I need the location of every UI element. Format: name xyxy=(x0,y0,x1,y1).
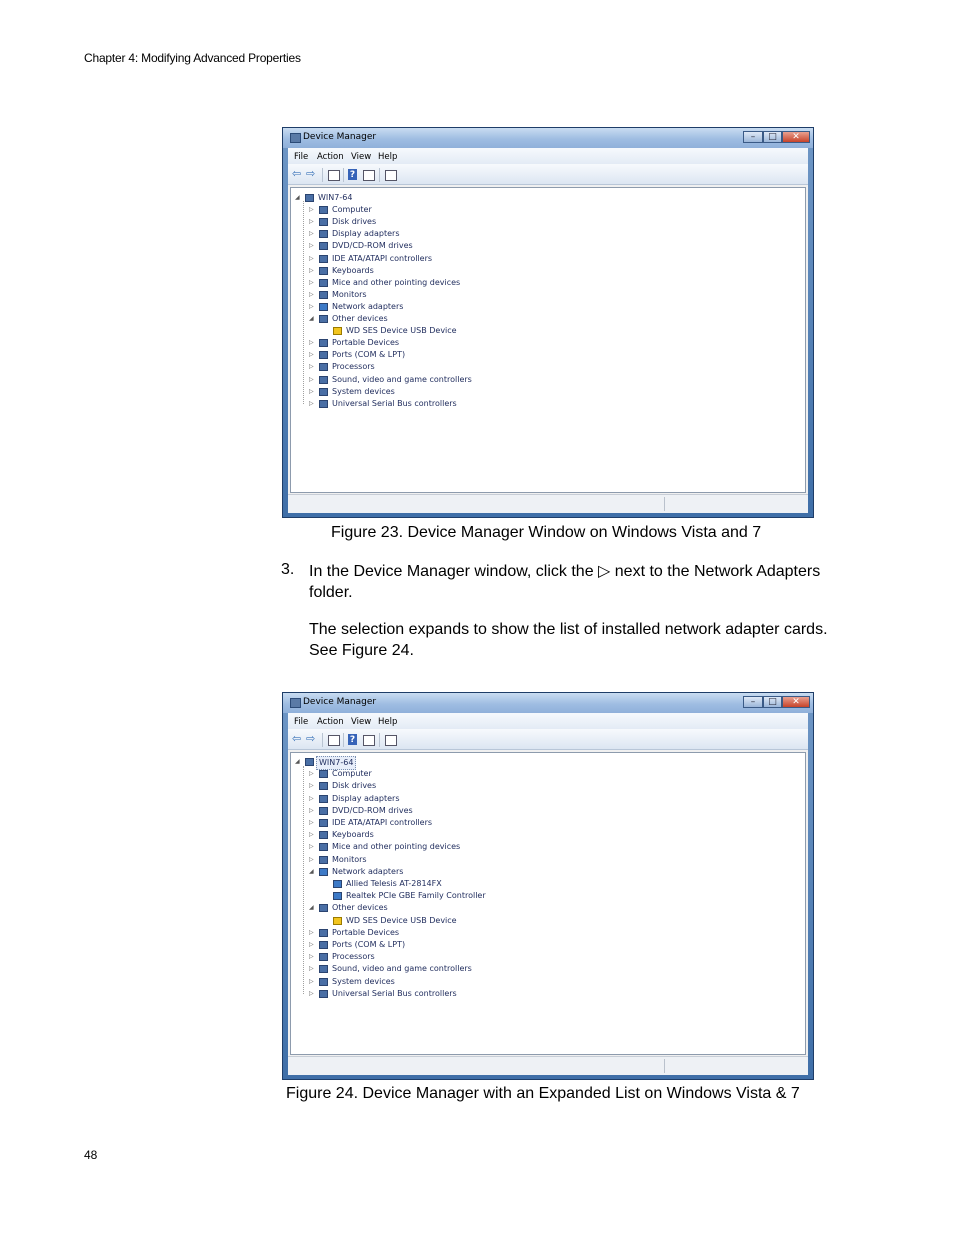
close-button[interactable]: ✕ xyxy=(782,696,810,708)
computer-icon xyxy=(319,770,328,778)
expand-arrow-icon[interactable]: ▷ xyxy=(309,770,314,778)
toolbar-separator xyxy=(379,733,380,747)
tree-item-label: Computer xyxy=(332,205,372,215)
tree-item-label: Disk drives xyxy=(332,217,377,227)
tree-item-label: WD SES Device USB Device xyxy=(346,915,457,925)
scan-hardware-icon[interactable] xyxy=(385,170,397,181)
back-arrow-icon[interactable]: ⇦ xyxy=(292,732,302,745)
portable-device-icon xyxy=(319,339,328,347)
expand-arrow-icon[interactable]: ▷ xyxy=(309,302,314,310)
expand-arrow-icon[interactable]: ▷ xyxy=(309,782,314,790)
menu-file[interactable]: File xyxy=(294,717,309,727)
device-tree-pane[interactable] xyxy=(290,187,806,493)
tree-item-label: Display adapters xyxy=(332,793,400,803)
menu-view[interactable]: View xyxy=(351,152,372,162)
menu-bar xyxy=(288,713,808,729)
tree-item-label: Other devices xyxy=(332,314,388,323)
network-adapter-icon xyxy=(333,892,342,900)
device-manager-app-icon xyxy=(290,698,301,708)
expand-arrow-icon[interactable]: ▷ xyxy=(309,254,314,262)
tree-item-label: Allied Telesis AT-2814FX xyxy=(346,879,442,888)
expand-arrow-icon[interactable]: ▷ xyxy=(309,953,314,961)
window-title: Device Manager xyxy=(303,132,377,142)
processor-icon xyxy=(319,953,328,961)
menu-help[interactable]: Help xyxy=(378,717,398,727)
back-arrow-icon[interactable]: ⇦ xyxy=(292,167,302,180)
tree-item-label: WD SES Device USB Device xyxy=(346,326,457,336)
expand-arrow-icon[interactable]: ▷ xyxy=(309,242,314,250)
figure-23-caption: Figure 23. Device Manager Window on Windows Vista and 7 xyxy=(331,524,762,541)
update-driver-icon[interactable] xyxy=(363,170,375,181)
tree-item-label: Sound, video and game controllers xyxy=(332,964,472,974)
network-adapter-icon xyxy=(319,303,328,311)
tree-item-label: Other devices xyxy=(332,903,388,913)
tree-item-label: Universal Serial Bus controllers xyxy=(332,988,457,998)
tree-item-label: WIN7-64 xyxy=(318,193,353,202)
tree-item-label: WIN7-64 xyxy=(316,756,356,770)
ide-controller-icon xyxy=(319,819,328,827)
properties-icon[interactable] xyxy=(328,735,340,746)
disk-drive-icon xyxy=(319,782,328,790)
close-button[interactable]: ✕ xyxy=(782,131,810,143)
computer-icon xyxy=(319,206,328,214)
page-number: 48 xyxy=(84,1148,98,1162)
tree-item-label: System devices xyxy=(332,386,395,396)
expand-arrow-icon[interactable]: ▷ xyxy=(309,843,314,851)
expand-arrow-icon[interactable]: ▷ xyxy=(309,339,314,347)
tree-item-label: Processors xyxy=(332,362,375,372)
maximize-button[interactable]: □ xyxy=(763,131,782,143)
tree-item-label: Computer xyxy=(332,769,372,779)
portable-device-icon xyxy=(319,929,328,937)
expand-arrow-icon[interactable]: ▷ xyxy=(309,230,314,238)
expand-arrow-icon[interactable]: ▷ xyxy=(309,977,314,985)
expand-arrow-icon[interactable]: ▷ xyxy=(309,806,314,814)
network-adapter-icon xyxy=(319,868,328,876)
device-manager-window-figure-23 xyxy=(282,127,814,518)
expand-arrow-icon[interactable]: ▷ xyxy=(309,363,314,371)
menu-help[interactable]: Help xyxy=(378,152,398,162)
monitor-icon xyxy=(319,291,328,299)
toolbar-separator xyxy=(322,733,323,747)
expand-arrow-icon[interactable]: ▷ xyxy=(309,351,314,359)
expand-arrow-icon[interactable]: ▷ xyxy=(309,206,314,214)
tree-item-label: Display adapters xyxy=(332,229,400,239)
tree-item-label: Ports (COM & LPT) xyxy=(332,940,406,949)
expand-arrow-icon[interactable]: ▷ xyxy=(309,831,314,839)
menu-action[interactable]: Action xyxy=(317,152,344,162)
dvd-drive-icon xyxy=(319,242,328,250)
usb-icon xyxy=(319,990,328,998)
mouse-icon xyxy=(319,279,328,287)
expand-arrow-icon[interactable]: ▷ xyxy=(309,819,314,826)
tree-item-label: Ports (COM & LPT) xyxy=(332,350,406,360)
expand-arrow-icon[interactable]: ▷ xyxy=(309,928,314,936)
status-bar xyxy=(288,494,808,513)
tree-item-label: Monitors xyxy=(332,854,367,864)
help-icon[interactable]: ? xyxy=(349,170,356,180)
properties-icon[interactable] xyxy=(328,170,340,181)
expand-arrow-icon[interactable]: ▷ xyxy=(309,965,314,973)
forward-arrow-icon[interactable]: ⇨ xyxy=(306,732,316,745)
port-icon xyxy=(319,941,328,949)
port-icon xyxy=(319,351,328,359)
menu-action[interactable]: Action xyxy=(317,717,344,727)
expand-arrow-icon[interactable]: ▷ xyxy=(309,290,314,298)
toolbar-separator xyxy=(379,168,380,182)
toolbar-separator xyxy=(343,733,344,747)
tree-item-label: Monitors xyxy=(332,289,367,299)
warning-device-icon xyxy=(333,917,342,925)
ide-controller-icon xyxy=(319,255,328,263)
tree-item-label: System devices xyxy=(332,976,395,986)
usb-icon xyxy=(319,400,328,408)
figure-24-caption: Figure 24. Device Manager with an Expanded List on Windows Vista & 7 xyxy=(286,1085,800,1102)
expand-arrow-icon[interactable]: ▷ xyxy=(309,399,314,407)
warning-device-icon xyxy=(333,327,342,335)
menu-view[interactable]: View xyxy=(351,717,372,727)
step-text: In the Device Manager window, click the ▷ next to the Network Adapters folder. xyxy=(309,563,821,601)
system-device-icon xyxy=(319,978,328,986)
expand-arrow-icon[interactable]: ▷ xyxy=(309,266,314,274)
toolbar-separator xyxy=(322,168,323,182)
sound-icon xyxy=(319,965,328,973)
minimize-button[interactable]: – xyxy=(743,696,763,708)
step-number: 3. xyxy=(281,561,295,578)
sound-icon xyxy=(319,376,328,384)
collapse-arrow-icon[interactable]: ◢ xyxy=(295,758,300,765)
computer-icon xyxy=(305,194,314,202)
toolbar-separator xyxy=(343,168,344,182)
tree-item-label: IDE ATA/ATAPI controllers xyxy=(332,818,433,827)
computer-icon xyxy=(305,758,314,766)
disk-drive-icon xyxy=(319,218,328,226)
window-client xyxy=(288,713,808,1075)
tree-item-label: Mice and other pointing devices xyxy=(332,277,461,287)
tree-item-label: Sound, video and game controllers xyxy=(332,374,472,384)
window-title: Device Manager xyxy=(303,697,377,707)
expand-arrow-icon[interactable]: ▷ xyxy=(309,794,314,802)
tree-item-label: Keyboards xyxy=(332,265,374,275)
device-tree-pane[interactable] xyxy=(290,752,806,1055)
collapse-arrow-icon[interactable]: ◢ xyxy=(309,315,314,322)
monitor-icon xyxy=(319,856,328,864)
display-adapter-icon xyxy=(319,230,328,238)
display-adapter-icon xyxy=(319,795,328,803)
minimize-button[interactable]: – xyxy=(743,131,763,143)
step-note: The selection expands to show the list of installed network adapter cards. See Figure 24. xyxy=(309,621,828,659)
collapse-arrow-icon[interactable]: ◢ xyxy=(309,867,314,875)
device-manager-app-icon xyxy=(290,133,301,143)
expand-arrow-icon[interactable]: ▷ xyxy=(309,375,314,383)
network-adapter-icon xyxy=(333,880,342,888)
tree-item-label: Realtek PCIe GBE Family Controller xyxy=(346,891,486,901)
toolbar xyxy=(288,729,808,750)
maximize-button[interactable]: □ xyxy=(763,696,782,708)
keyboard-icon xyxy=(319,267,328,275)
help-icon[interactable]: ? xyxy=(349,735,356,745)
tree-item-label: Processors xyxy=(332,952,375,962)
title-bar[interactable] xyxy=(283,128,813,148)
tree-item-label: DVD/CD-ROM drives xyxy=(332,241,413,251)
dvd-drive-icon xyxy=(319,807,328,815)
tree-item-label: IDE ATA/ATAPI controllers xyxy=(332,253,433,263)
processor-icon xyxy=(319,363,328,371)
tree-item-label: Universal Serial Bus controllers xyxy=(332,398,457,408)
other-devices-icon xyxy=(319,904,328,912)
expand-arrow-icon[interactable]: ▷ xyxy=(309,855,314,863)
window-client xyxy=(288,148,808,513)
tree-item-label: Mice and other pointing devices xyxy=(332,842,461,852)
chapter-header: Chapter 4: Modifying Advanced Properties xyxy=(84,51,301,65)
expand-arrow-icon[interactable]: ▷ xyxy=(309,941,314,948)
system-device-icon xyxy=(319,388,328,396)
tree-item-label: Network adapters xyxy=(332,866,404,876)
tree-item-label: Keyboards xyxy=(332,830,374,840)
keyboard-icon xyxy=(319,831,328,839)
tree-guide-line xyxy=(303,766,304,994)
menu-bar xyxy=(288,148,808,164)
mouse-icon xyxy=(319,843,328,851)
tree-item-label: Portable Devices xyxy=(332,927,400,937)
other-devices-icon xyxy=(319,315,328,323)
forward-arrow-icon[interactable]: ⇨ xyxy=(306,167,316,180)
tree-item-label: Disk drives xyxy=(332,781,377,791)
scan-hardware-icon[interactable] xyxy=(385,735,397,746)
toolbar xyxy=(288,164,808,185)
collapse-arrow-icon[interactable]: ◢ xyxy=(309,904,314,912)
tree-item-label: DVD/CD-ROM drives xyxy=(332,805,413,815)
status-bar xyxy=(288,1056,808,1075)
collapse-arrow-icon[interactable]: ◢ xyxy=(295,194,300,201)
expand-arrow-icon[interactable]: ▷ xyxy=(309,989,314,997)
title-bar[interactable] xyxy=(283,693,813,713)
expand-arrow-icon[interactable]: ▷ xyxy=(309,387,314,395)
tree-item-label: Network adapters xyxy=(332,301,404,311)
tree-guide-line xyxy=(303,201,304,404)
expand-arrow-icon[interactable]: ▷ xyxy=(309,218,314,226)
device-manager-window-figure-24 xyxy=(282,692,814,1080)
expand-arrow-icon[interactable]: ▷ xyxy=(309,278,314,286)
tree-item-label: Portable Devices xyxy=(332,338,400,348)
menu-file[interactable]: File xyxy=(294,152,309,162)
update-driver-icon[interactable] xyxy=(363,735,375,746)
